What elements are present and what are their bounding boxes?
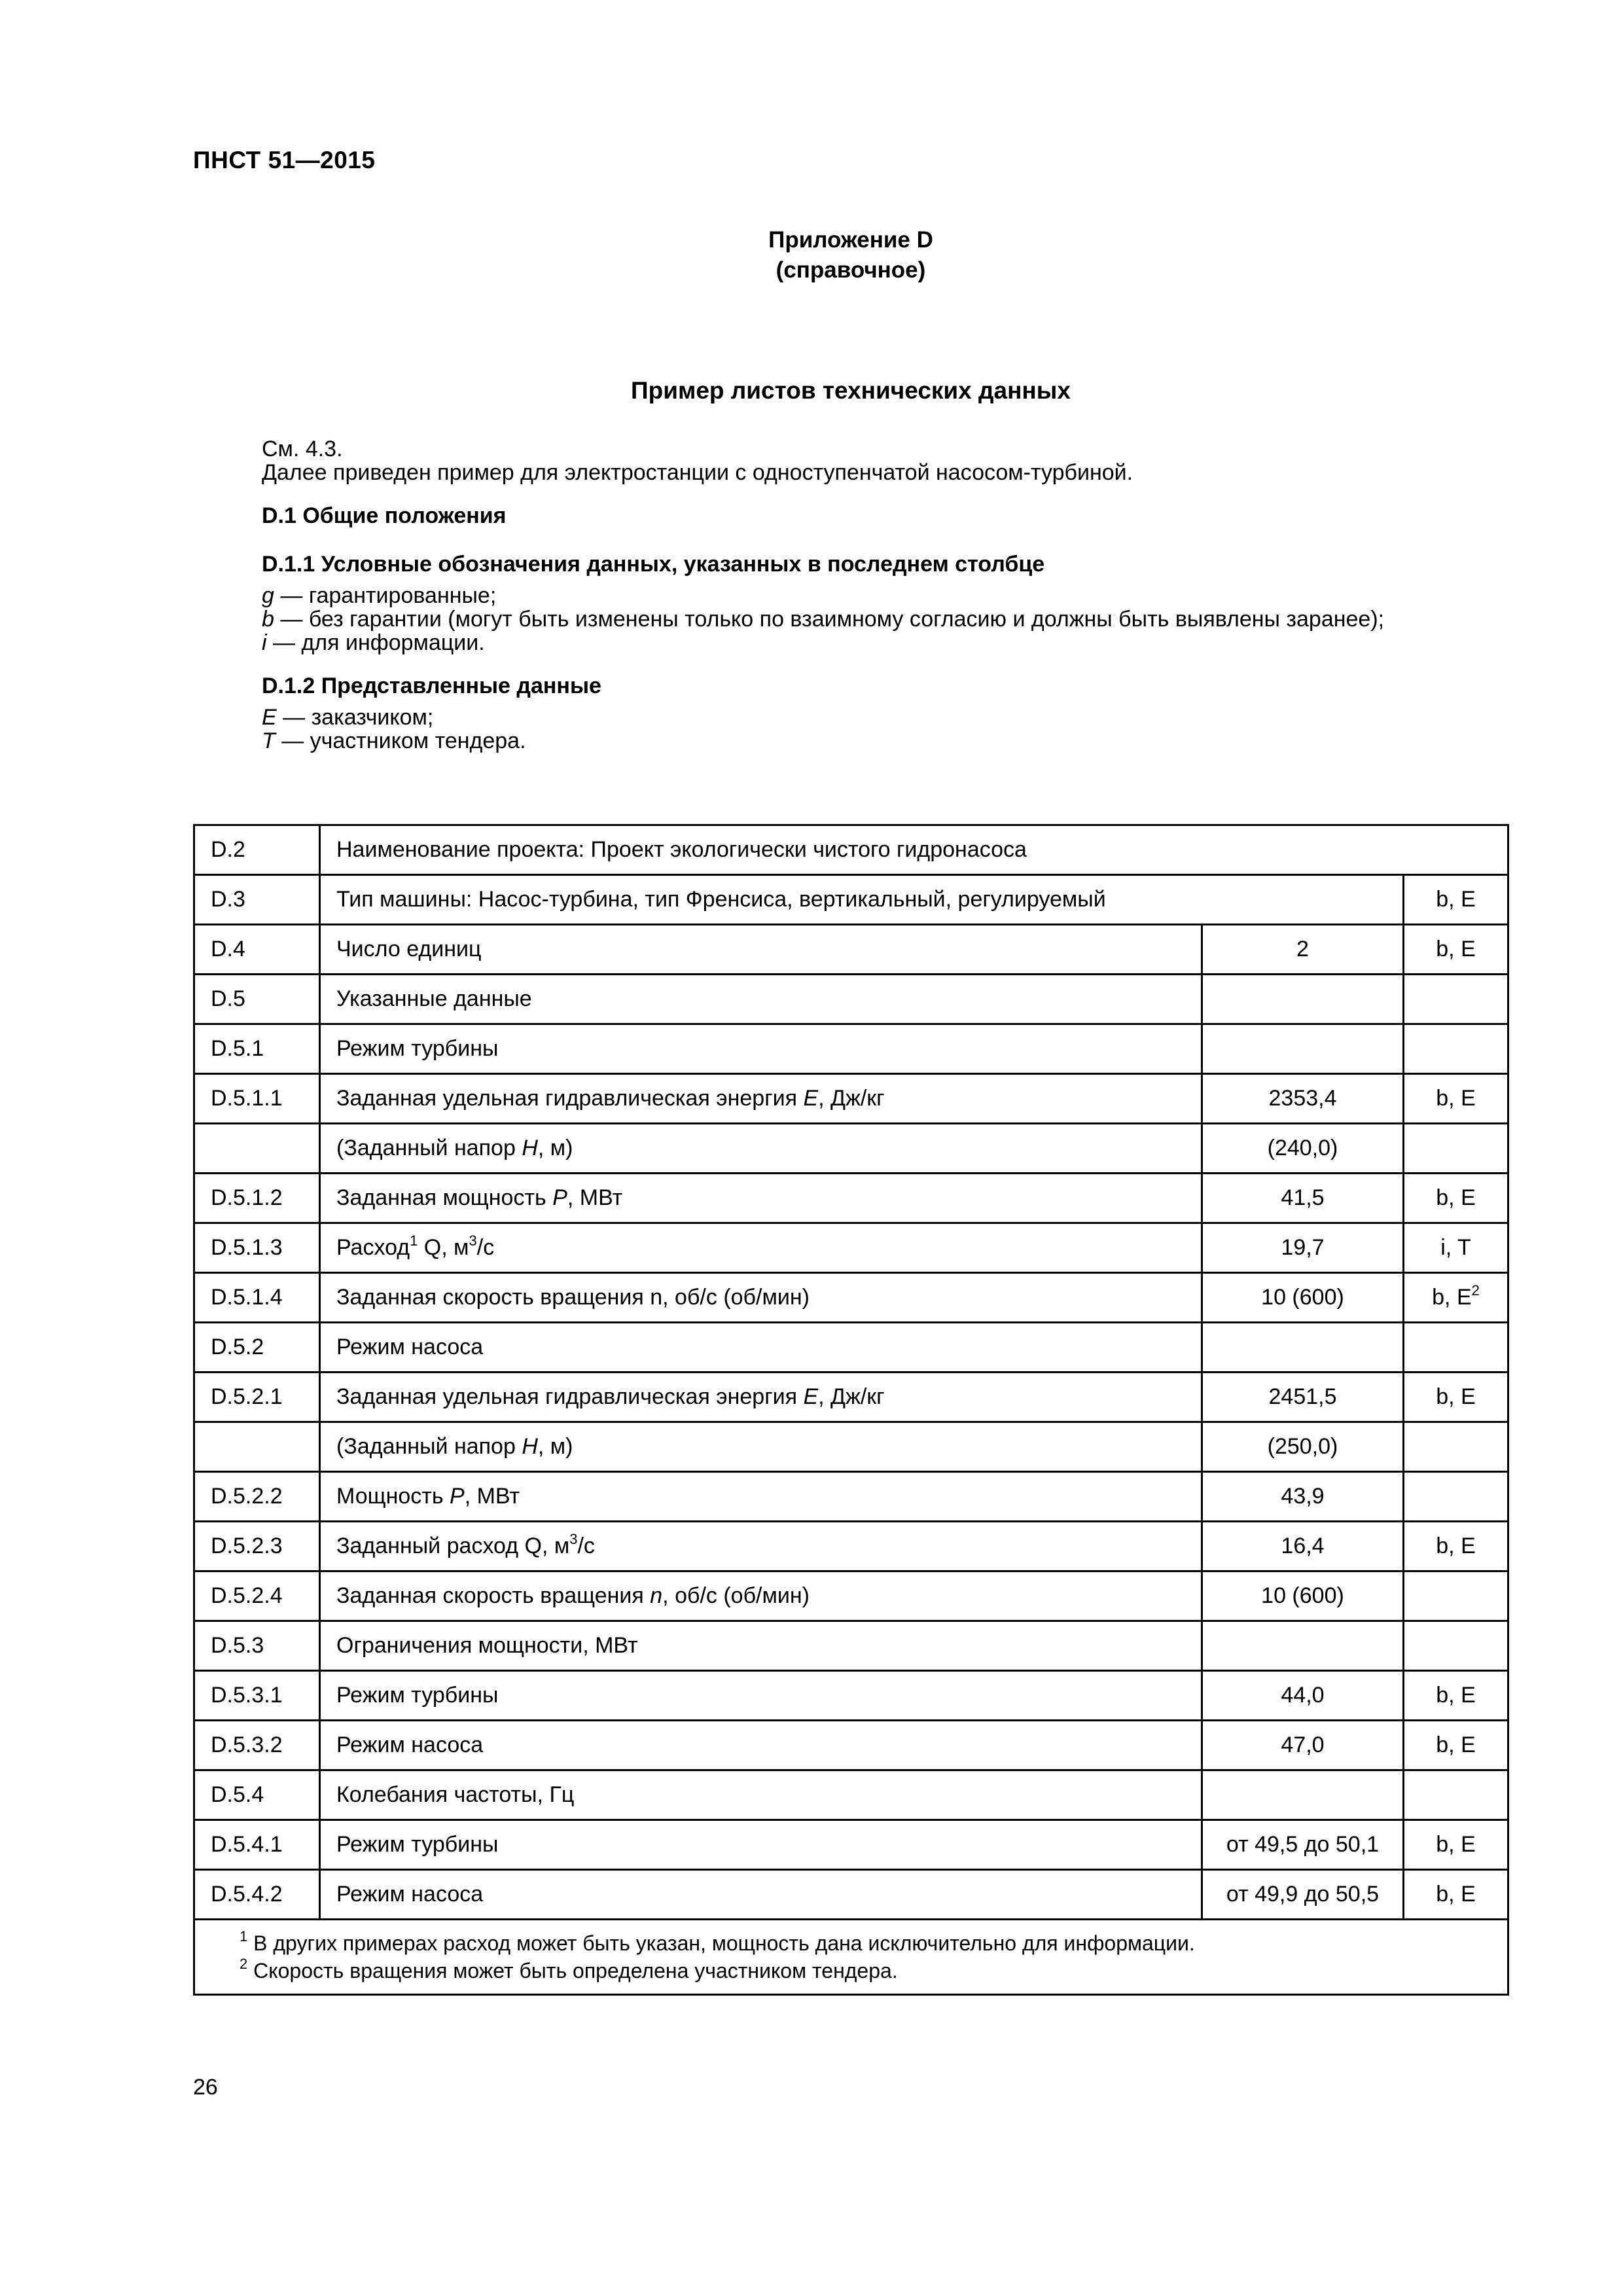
row-code: D.3 xyxy=(194,875,320,925)
row-flag: b, E xyxy=(1404,1870,1508,1920)
row-flag: i, T xyxy=(1404,1223,1508,1273)
technical-data-table xyxy=(193,824,1509,1996)
table-row xyxy=(194,1174,1508,1223)
row-value: 10 (600) xyxy=(1202,1273,1404,1323)
table-row xyxy=(194,925,1508,975)
row-description: Наименование проекта: Проект экологически чистого гидронасоса xyxy=(320,825,1508,875)
row-flag xyxy=(1404,1621,1508,1671)
legend-item-b: b — без гарантии (могут быть изменены только по взаимному согласию и должны быть выявлены заранее); xyxy=(262,607,1385,632)
row-description: Режим насоса xyxy=(320,1721,1202,1770)
row-value: 16,4 xyxy=(1202,1522,1404,1571)
row-value xyxy=(1202,1770,1404,1820)
row-value xyxy=(1202,975,1404,1024)
row-code: D.5.2.3 xyxy=(194,1522,320,1571)
table-footnotes xyxy=(194,1920,1508,1995)
row-code: D.5.1 xyxy=(194,1024,320,1074)
row-flag xyxy=(1404,1472,1508,1522)
row-value: 41,5 xyxy=(1202,1174,1404,1223)
table-notes-row xyxy=(194,1920,1508,1995)
row-description: Заданный расход Q, $м^3/с$ xyxy=(320,1522,1202,1571)
table-row xyxy=(194,1522,1508,1571)
row-value xyxy=(1202,1024,1404,1074)
row-flag: b, E xyxy=(1404,1721,1508,1770)
table-row xyxy=(194,1372,1508,1422)
row-value: 10 (600) xyxy=(1202,1571,1404,1621)
row-flag xyxy=(1404,975,1508,1024)
table-row xyxy=(194,1770,1508,1820)
provider-item-e: E — заказчиком; xyxy=(262,705,434,730)
row-description: Заданная мощность P, МВт xyxy=(320,1174,1202,1223)
row-flag: b, E xyxy=(1404,1671,1508,1721)
intro-text: Далее приведен пример для электростанции с одноступенчатой насосом-турбиной. xyxy=(262,460,1133,485)
row-description: Колебания частоты, Гц xyxy=(320,1770,1202,1820)
provider-item-t: T — участником тендера. xyxy=(262,728,526,753)
table-row xyxy=(194,975,1508,1024)
row-flag xyxy=(1404,1770,1508,1820)
table-row xyxy=(194,1273,1508,1323)
row-value: (250,0) xyxy=(1202,1422,1404,1472)
page-number: 26 xyxy=(193,2075,218,2100)
row-code: D.5.4.1 xyxy=(194,1820,320,1870)
row-value: 2353,4 xyxy=(1202,1074,1404,1124)
row-description: Режим насоса xyxy=(320,1870,1202,1920)
row-description: Указанные данные xyxy=(320,975,1202,1024)
row-flag xyxy=(1404,1571,1508,1621)
row-code: D.4 xyxy=(194,925,320,975)
row-value: 44,0 xyxy=(1202,1671,1404,1721)
row-description: Ограничения мощности, МВт xyxy=(320,1621,1202,1671)
row-flag: b, E xyxy=(1404,1174,1508,1223)
table-row xyxy=(194,1571,1508,1621)
table-row xyxy=(194,1422,1508,1472)
row-description: Заданная удельная гидравлическая энергия E, Дж/кг xyxy=(320,1074,1202,1124)
row-code: D.5.1.4 xyxy=(194,1273,320,1323)
table-row xyxy=(194,1024,1508,1074)
legend-item-i: i — для информации. xyxy=(262,630,485,655)
document-code: ПНСТ 51—2015 xyxy=(193,147,376,173)
row-code: D.5.2.1 xyxy=(194,1372,320,1422)
row-description: (Заданный напор H, м) xyxy=(320,1124,1202,1174)
row-description: Заданная скорость вращения n, об/с (об/мин) xyxy=(320,1273,1202,1323)
row-value: (240,0) xyxy=(1202,1124,1404,1174)
row-flag: b, E xyxy=(1404,1522,1508,1571)
body-text xyxy=(262,437,1558,753)
table-row xyxy=(194,1323,1508,1372)
row-code: D.5.3.2 xyxy=(194,1721,320,1770)
row-value: 2451,5 xyxy=(1202,1372,1404,1422)
row-description: Режим насоса xyxy=(320,1323,1202,1372)
row-code: D.5.1.1 xyxy=(194,1074,320,1124)
row-value: 43,9 xyxy=(1202,1472,1404,1522)
table-row xyxy=(194,1223,1508,1273)
row-code xyxy=(194,1422,320,1472)
row-code xyxy=(194,1124,320,1174)
section-heading-d11: D.1.1 Условные обозначения данных, указанных в последнем столбце xyxy=(262,552,1045,577)
row-description: Число единиц xyxy=(320,925,1202,975)
row-flag xyxy=(1404,1124,1508,1174)
row-value: 47,0 xyxy=(1202,1721,1404,1770)
row-code: D.5.2.2 xyxy=(194,1472,320,1522)
row-code: D.5.1.3 xyxy=(194,1223,320,1273)
legend-item-g: g — гарантированные; xyxy=(262,583,497,608)
row-flag: b, E xyxy=(1404,1074,1508,1124)
table-row xyxy=(194,1621,1508,1671)
section-heading-d1: D.1 Общие положения xyxy=(262,503,507,528)
page-title: Пример листов технических данных xyxy=(631,377,1071,404)
row-description: Заданная скорость вращения n, об/с (об/мин) xyxy=(320,1571,1202,1621)
row-description: Мощность P, МВт xyxy=(320,1472,1202,1522)
row-description: (Заданный напор H, м) xyxy=(320,1422,1202,1472)
appendix-block xyxy=(654,225,1047,285)
row-code: D.5.4 xyxy=(194,1770,320,1820)
footnote: $^2$ Скорость вращения может быть определена участником тендера. xyxy=(240,1956,898,1982)
table-row xyxy=(194,1870,1508,1920)
row-flag: b, E xyxy=(1404,1820,1508,1870)
table-row xyxy=(194,1671,1508,1721)
table-row xyxy=(194,1820,1508,1870)
table-row xyxy=(194,1124,1508,1174)
row-flag: b, E xyxy=(1404,875,1508,925)
table-row xyxy=(194,1074,1508,1124)
intro-reference: См. 4.3. xyxy=(262,437,343,461)
table-row xyxy=(194,1472,1508,1522)
row-description: Заданная удельная гидравлическая энергия E, Дж/кг xyxy=(320,1372,1202,1422)
row-flag xyxy=(1404,1422,1508,1472)
row-code: D.5.1.2 xyxy=(194,1174,320,1223)
section-heading-d12: D.1.2 Представленные данные xyxy=(262,673,601,698)
table-row xyxy=(194,1721,1508,1770)
row-value: от 49,5 до 50,1 xyxy=(1202,1820,1404,1870)
table-body xyxy=(194,825,1508,1995)
row-value: 2 xyxy=(1202,925,1404,975)
row-description: Расход$^1$ Q, $м^3/с$ xyxy=(320,1223,1202,1273)
row-value: 19,7 xyxy=(1202,1223,1404,1273)
row-code: D.5 xyxy=(194,975,320,1024)
row-description: Тип машины: Насос-турбина, тип Френсиса, вертикальный, регулируемый xyxy=(320,875,1404,925)
row-flag xyxy=(1404,1323,1508,1372)
row-code: D.5.2 xyxy=(194,1323,320,1372)
table-row xyxy=(194,825,1508,875)
row-code: D.2 xyxy=(194,825,320,875)
row-code: D.5.3.1 xyxy=(194,1671,320,1721)
row-code: D.5.3 xyxy=(194,1621,320,1671)
row-value xyxy=(1202,1621,1404,1671)
row-code: D.5.2.4 xyxy=(194,1571,320,1621)
appendix-type: (справочное) xyxy=(776,257,926,283)
row-description: Режим турбины xyxy=(320,1671,1202,1721)
row-value: от 49,9 до 50,5 xyxy=(1202,1870,1404,1920)
row-flag xyxy=(1404,1024,1508,1074)
appendix-label: Приложение D xyxy=(768,227,933,253)
row-description: Режим турбины xyxy=(320,1024,1202,1074)
row-flag: b, E xyxy=(1404,925,1508,975)
table-row xyxy=(194,875,1508,925)
row-description: Режим турбины xyxy=(320,1820,1202,1870)
footnote: $^1$ В других примерах расход может быть указан, мощность дана исключительно для информации. xyxy=(240,1928,1195,1955)
row-value xyxy=(1202,1323,1404,1372)
row-flag: b, $E^2$ xyxy=(1404,1273,1508,1323)
row-code: D.5.4.2 xyxy=(194,1870,320,1920)
row-flag: b, E xyxy=(1404,1372,1508,1422)
